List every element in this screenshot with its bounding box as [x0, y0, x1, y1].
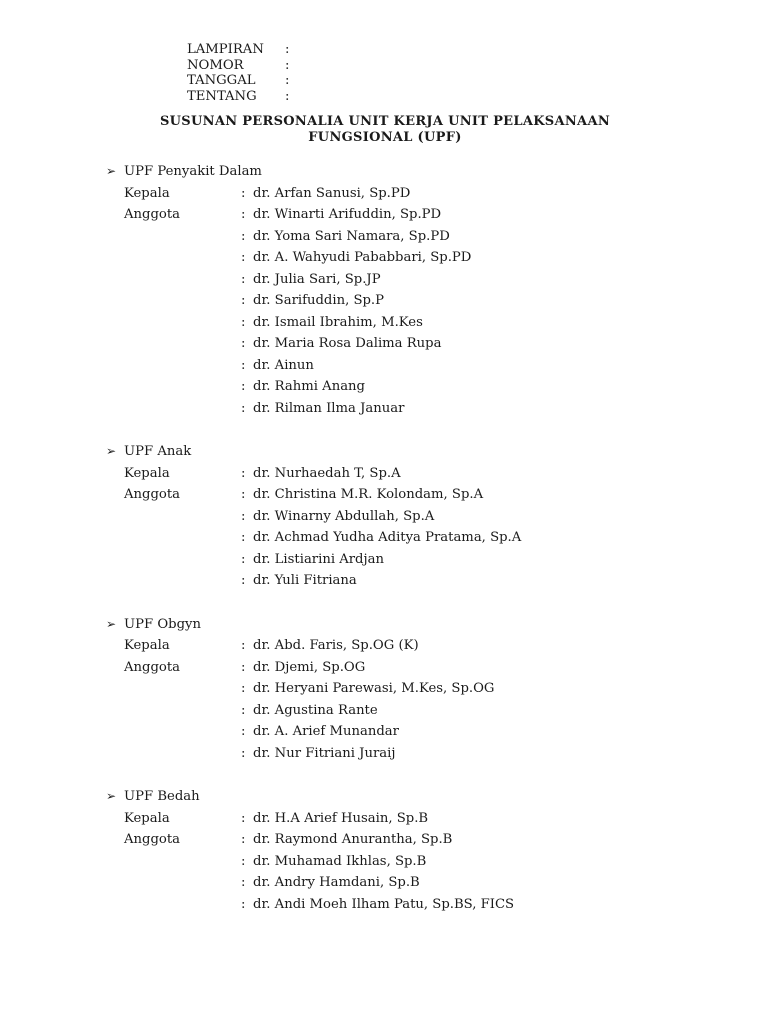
member-colon: : [241, 573, 246, 588]
member-role: Kepala [124, 185, 170, 201]
member-row [106, 376, 726, 398]
member-name: dr. Abd. Faris, Sp.OG (K) [253, 638, 419, 653]
arrow-bullet-icon: ➢ [106, 616, 117, 631]
member-colon: : [241, 400, 246, 416]
arrow-bullet-icon: ➢ [106, 789, 117, 803]
upf-heading-text: UPF Penyakit Dalam [124, 164, 262, 179]
member-name: dr. Agustina Rante [253, 702, 378, 718]
member-row [106, 700, 726, 722]
title-line-2: FUNGSIONAL (UPF) [308, 130, 462, 145]
member-row [106, 183, 726, 205]
member-name: dr. Andi Moeh Ilham Patu, Sp.BS, FICS [253, 896, 515, 912]
member-row [106, 226, 726, 248]
member-colon: : [241, 508, 246, 524]
member-row [106, 269, 726, 291]
member-name: dr. Heryani Parewasi, M.Kes, Sp.OG [253, 681, 495, 696]
member-row [106, 463, 726, 485]
member-role [106, 894, 241, 916]
member-colon: : [241, 357, 246, 373]
header-colon: : [285, 57, 290, 73]
header-colon: : [285, 42, 290, 57]
header-row-lampiran [187, 42, 289, 58]
member-colon: : [241, 810, 246, 826]
member-row [106, 829, 726, 851]
upf-section [106, 614, 726, 765]
member-role [106, 549, 241, 571]
member-row [106, 721, 726, 743]
member-row [106, 204, 726, 226]
member-name: dr. Listiarini Ardjan [253, 551, 384, 567]
member-colon: : [241, 185, 246, 201]
member-role [106, 700, 241, 722]
member-role: Anggota [124, 659, 181, 675]
upf-heading [106, 161, 726, 183]
member-colon: : [241, 724, 246, 739]
member-row [106, 678, 726, 700]
member-colon: : [241, 465, 246, 481]
member-name: dr. Rahmi Anang [253, 379, 365, 394]
member-colon: : [241, 293, 246, 308]
upf-heading-text: UPF Bedah [124, 789, 200, 804]
member-name: dr. Arfan Sanusi, Sp.PD [253, 185, 411, 201]
upf-sections [106, 161, 726, 937]
member-row [106, 398, 726, 420]
member-colon: : [241, 681, 246, 696]
member-colon: : [241, 745, 246, 761]
member-name: dr. Nurhaedah T, Sp.A [253, 465, 401, 481]
upf-heading-text: UPF Obgyn [124, 616, 201, 632]
member-row [106, 355, 726, 377]
member-colon: : [241, 832, 246, 847]
member-role [106, 721, 241, 743]
header-label: TANGGAL [187, 73, 256, 88]
member-row [106, 484, 726, 506]
member-name: dr. Winarny Abdullah, Sp.A [253, 508, 435, 524]
member-name: dr. Yuli Fitriana [253, 573, 357, 588]
member-colon: : [241, 659, 246, 675]
member-colon: : [241, 551, 246, 567]
member-name: dr. Julia Sari, Sp.JP [253, 271, 381, 287]
member-colon: : [241, 875, 246, 890]
member-name: dr. Christina M.R. Kolondam, Sp.A [253, 487, 484, 502]
member-name: dr. Muhamad Ikhlas, Sp.B [253, 853, 427, 869]
member-role [106, 333, 241, 355]
member-role [106, 226, 241, 248]
member-row [106, 851, 726, 873]
member-colon: : [241, 638, 246, 653]
member-role [106, 506, 241, 528]
member-name: dr. Andry Hamdani, Sp.B [253, 875, 420, 890]
member-name: dr. Ismail Ibrahim, M.Kes [253, 314, 423, 330]
member-colon: : [241, 379, 246, 394]
member-name: dr. Rilman Ilma Januar [253, 400, 405, 416]
upf-section [106, 786, 726, 915]
member-colon: : [241, 207, 246, 222]
arrow-bullet-icon: ➢ [106, 164, 117, 178]
member-role [106, 570, 241, 592]
member-row [106, 549, 726, 571]
upf-section [106, 161, 726, 419]
member-role [106, 872, 241, 894]
member-row [106, 894, 726, 916]
member-colon: : [241, 271, 246, 287]
member-role [106, 678, 241, 700]
arrow-bullet-icon: ➢ [106, 444, 117, 458]
header-colon: : [285, 73, 290, 88]
member-role: Kepala [124, 465, 170, 481]
member-row [106, 290, 726, 312]
member-role [106, 312, 241, 334]
member-role: Kepala [124, 810, 170, 826]
member-row [106, 333, 726, 355]
member-role: Anggota [124, 832, 181, 847]
member-row [106, 872, 726, 894]
upf-heading-text: UPF Anak [124, 444, 192, 459]
member-row [106, 570, 726, 592]
member-role [106, 247, 241, 269]
member-colon: : [241, 853, 246, 869]
member-row [106, 312, 726, 334]
document-title [0, 114, 768, 146]
upf-heading [106, 614, 726, 636]
member-name: dr. A. Arief Munandar [253, 724, 399, 739]
member-name: dr. Djemi, Sp.OG [253, 659, 366, 675]
header-label: LAMPIRAN [187, 42, 264, 57]
member-role [106, 355, 241, 377]
member-name: dr. Sarifuddin, Sp.P [253, 293, 384, 308]
member-name: dr. A. Wahyudi Pababbari, Sp.PD [253, 250, 472, 265]
member-colon: : [241, 250, 246, 265]
member-role [106, 851, 241, 873]
header-row-nomor [187, 58, 289, 74]
upf-section [106, 441, 726, 592]
member-colon: : [241, 314, 246, 330]
member-name: dr. Yoma Sari Namara, Sp.PD [253, 228, 450, 244]
member-role: Kepala [124, 638, 170, 653]
upf-heading [106, 786, 726, 808]
member-role [106, 743, 241, 765]
member-name: dr. Achmad Yudha Aditya Pratama, Sp.A [253, 530, 522, 545]
title-line-1: SUSUNAN PERSONALIA UNIT KERJA UNIT PELAKSANAAN [159, 114, 611, 129]
header-row-tentang [187, 89, 289, 105]
member-role [106, 269, 241, 291]
member-row [106, 743, 726, 765]
member-role: Anggota [124, 207, 181, 222]
member-name: dr. Maria Rosa Dalima Rupa [253, 336, 442, 351]
header-colon: : [285, 88, 290, 104]
member-row [106, 506, 726, 528]
member-row [106, 808, 726, 830]
member-colon: : [241, 228, 246, 244]
member-colon: : [241, 896, 246, 912]
member-role: Anggota [124, 487, 181, 502]
member-name: dr. Nur Fitriani Juraij [253, 745, 396, 761]
member-colon: : [241, 702, 246, 718]
member-row [106, 247, 726, 269]
member-colon: : [241, 336, 246, 351]
member-name: dr. H.A Arief Husain, Sp.B [253, 810, 429, 826]
member-name: dr. Winarti Arifuddin, Sp.PD [253, 207, 442, 222]
member-row [106, 527, 726, 549]
member-role [106, 398, 241, 420]
document-header [187, 42, 289, 104]
member-colon: : [241, 530, 246, 545]
upf-heading [106, 441, 726, 463]
header-label: NOMOR [187, 57, 244, 73]
member-colon: : [241, 487, 246, 502]
header-row-tanggal [187, 73, 289, 89]
header-label: TENTANG [187, 88, 257, 104]
member-name: dr. Ainun [253, 357, 314, 373]
member-row [106, 657, 726, 679]
member-name: dr. Raymond Anurantha, Sp.B [253, 832, 453, 847]
member-role [106, 290, 241, 312]
member-role [106, 376, 241, 398]
member-row [106, 635, 726, 657]
member-role [106, 527, 241, 549]
